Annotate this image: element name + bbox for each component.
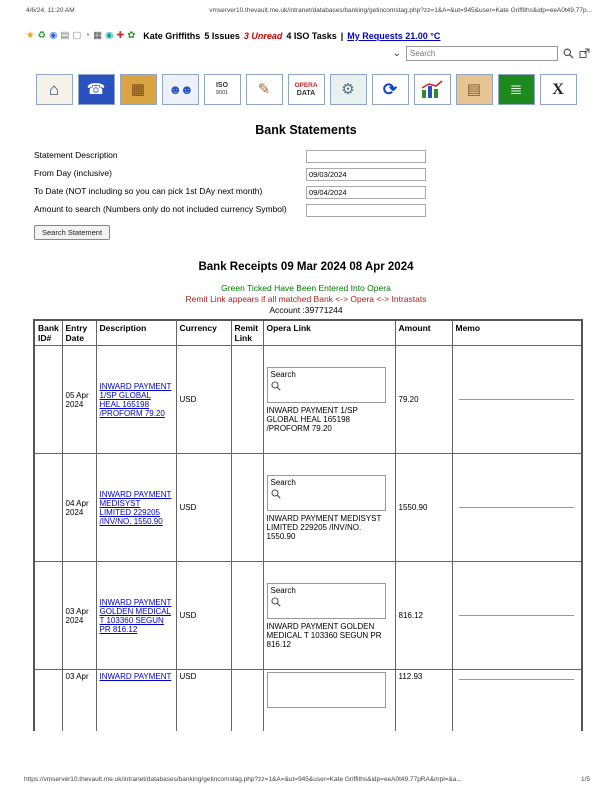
receipts-table-container (33, 319, 612, 731)
window-icon[interactable]: ▢ (72, 30, 82, 41)
currency-cell: USD (176, 562, 231, 670)
print-footer (24, 776, 590, 783)
amount-cell: 112.93 (395, 670, 452, 732)
opera-link-cell (263, 562, 395, 670)
chart-icon (420, 80, 444, 99)
currency-cell: USD (176, 670, 231, 732)
user-name: Kate Griffiths (143, 30, 201, 41)
opera-search-box[interactable] (267, 475, 386, 511)
memo-input[interactable] (459, 615, 574, 616)
table-header-row (34, 320, 582, 346)
my-requests-link[interactable]: My Requests 21.00 °C (347, 30, 441, 41)
memo-cell (452, 454, 582, 562)
clock-icon[interactable]: ◔ (84, 30, 91, 41)
memo-input[interactable] (459, 399, 574, 400)
print-header-url: vmserver10.thevault.me.uk/intranet/databases/banking/getincomstag.php?zz=1&A=&ut=945&user=Kate Griffiths&idp=eeA0t49.77p... (209, 7, 592, 14)
opera-data-label: DATA (296, 89, 316, 97)
sync-button[interactable] (372, 74, 409, 105)
opera-search-box[interactable] (267, 367, 386, 403)
from-day-input[interactable] (306, 168, 426, 181)
chevron-down-icon[interactable]: ⌄ (392, 47, 401, 59)
amount-search-input[interactable] (306, 204, 426, 217)
edit-document-button[interactable] (246, 74, 283, 105)
book-icon: ≣ (509, 80, 523, 98)
iso-9001-button[interactable] (204, 74, 241, 105)
memo-input[interactable] (459, 507, 574, 508)
opera-matched-text: INWARD PAYMENT MEDISYST LIMITED 229205 /INV/NO. 1550.90 (266, 513, 382, 541)
phone-button[interactable] (78, 74, 115, 105)
settings-button[interactable] (330, 74, 367, 105)
opera-matched-text: INWARD PAYMENT GOLDEN MEDICAL T 103360 SEGUN PR 816.12 (266, 621, 382, 649)
to-date-label: To Date (NOT including so you can pick 1st DAy next month) (34, 186, 263, 196)
col-bank-id: Bank ID# (34, 320, 62, 346)
search-statement-button[interactable]: Search Statement (34, 225, 110, 240)
print-header (26, 7, 592, 14)
statement-description-link[interactable]: INWARD PAYMENT GOLDEN MEDICAL T 103360 SEGUN PR 816.12 (99, 597, 172, 634)
description-cell (96, 670, 176, 732)
memo-cell (452, 346, 582, 454)
package-button[interactable] (456, 74, 493, 105)
table-row (34, 346, 582, 454)
entry-date-cell: 04 Apr 2024 (62, 454, 96, 562)
statusbar-icons (26, 30, 135, 41)
memo-cell (452, 562, 582, 670)
amount-cell: 1550.90 (395, 454, 452, 562)
col-remit-link: Remit Link (231, 320, 263, 346)
col-memo: Memo (452, 320, 582, 346)
col-entry-date: Entry Date (62, 320, 96, 346)
excel-export-button[interactable] (540, 74, 577, 105)
print-timestamp: 4/6/24, 11:20 AM (26, 7, 75, 14)
archive-chest-icon: ▦ (130, 80, 146, 98)
col-description: Description (96, 320, 176, 346)
currency-cell: USD (176, 346, 231, 454)
statement-description-label: Statement Description (34, 150, 118, 160)
statement-description-link[interactable]: INWARD PAYMENT MEDISYST LIMITED 229205 /INV/NO. 1550.90 (99, 489, 172, 526)
memo-cell (452, 670, 582, 732)
amount-search-label: Amount to search (Numbers only do not included currency Symbol) (34, 204, 287, 214)
star-icon[interactable]: ★ (26, 30, 35, 41)
opera-link-cell (263, 346, 395, 454)
currency-cell: USD (176, 454, 231, 562)
remit-link-cell (231, 670, 263, 732)
notes-icon[interactable]: ▤ (60, 30, 70, 41)
opera-link-cell (263, 454, 395, 562)
external-link-icon[interactable] (579, 48, 590, 59)
book-button[interactable] (498, 74, 535, 105)
entry-date-cell: 05 Apr 2024 (62, 346, 96, 454)
amount-cell: 79.20 (395, 346, 452, 454)
opera-data-icon: OPERA (294, 81, 318, 89)
package-icon: ▤ (466, 80, 482, 98)
statement-description-link[interactable]: INWARD PAYMENT 1/SP GLOBAL HEAL 165198 /PROFORM 79.20 (99, 381, 172, 418)
magnifier-icon[interactable] (271, 489, 281, 501)
table-row (34, 562, 582, 670)
issues-count[interactable]: 5 Issues (204, 30, 240, 41)
statement-description-link[interactable]: INWARD PAYMENT (99, 672, 172, 681)
users-icon: ☻☻ (168, 81, 192, 97)
intranet-statusbar (26, 30, 590, 61)
opera-search-box[interactable] (267, 583, 386, 619)
bank-id-cell (34, 562, 62, 670)
page-title: Bank Statements (255, 123, 357, 137)
note-green: Green Ticked Have Been Entered Into Opera (221, 283, 391, 293)
globe-icon[interactable]: ◉ (49, 30, 58, 41)
entry-date-cell: 03 Apr (62, 670, 96, 732)
description-cell (96, 562, 176, 670)
print-footer-url: https://vmserver10.thevault.me.uk/intranet/databases/banking/getincomstag.php?zz=1&A=&ut=945&user=Kate Griffiths&idp=eeA0t49.77pRA&mpl=&a... (24, 776, 462, 783)
remit-link-cell (231, 454, 263, 562)
opera-data-button[interactable] (288, 74, 325, 105)
bank-id-cell (34, 670, 62, 732)
opera-search-label: Search (270, 585, 296, 595)
separator: | (340, 30, 344, 41)
home-icon: ⌂ (48, 79, 60, 99)
opera-search-label: Search (270, 477, 296, 487)
opera-matched-text: INWARD PAYMENT 1/SP GLOBAL HEAL 165198 /PROFORM 79.20 (266, 405, 358, 433)
statement-description-input[interactable] (306, 150, 426, 163)
remit-link-cell (231, 562, 263, 670)
description-cell (96, 346, 176, 454)
amount-cell: 816.12 (395, 562, 452, 670)
grid-icon[interactable]: ▦ (93, 30, 103, 41)
magnifier-icon[interactable] (271, 381, 281, 393)
unread-count[interactable]: 3 Unread (243, 30, 283, 41)
iso-9001-label: 9001 (215, 90, 229, 96)
bank-id-cell (34, 346, 62, 454)
sync-icon: ⟳ (382, 79, 398, 99)
receipts-table (33, 319, 583, 731)
iso-tasks-count[interactable]: 4 ISO Tasks (286, 30, 337, 41)
plant-icon[interactable]: ✿ (127, 30, 136, 41)
account-number: Account :39771244 (269, 305, 343, 315)
table-row (34, 670, 582, 732)
iso-9001-icon: ISO (215, 82, 229, 89)
memo-input[interactable] (459, 679, 574, 680)
chart-button[interactable] (414, 74, 451, 105)
recycle-icon[interactable]: ♻ (37, 30, 47, 41)
table-row (34, 454, 582, 562)
remit-link-cell (231, 346, 263, 454)
magnifier-icon[interactable] (271, 597, 281, 609)
network-icon[interactable]: ◉ (105, 30, 114, 41)
home-button[interactable] (36, 74, 73, 105)
note-red: Remit Link appears if all matched Bank <-> Opera <-> Intrastats (185, 294, 427, 304)
plus-icon[interactable]: ✚ (116, 30, 125, 41)
archive-button[interactable] (120, 74, 157, 105)
entry-date-cell: 03 Apr 2024 (62, 562, 96, 670)
col-opera-link: Opera Link (263, 320, 395, 346)
opera-search-label: Search (270, 369, 296, 379)
bank-id-cell (34, 454, 62, 562)
search-input[interactable] (406, 46, 558, 61)
gears-icon: ⚙ (341, 80, 355, 98)
excel-icon: X (552, 80, 564, 98)
opera-link-cell (263, 670, 395, 732)
col-currency: Currency (176, 320, 231, 346)
statements-form (34, 150, 612, 217)
col-amount: Amount (395, 320, 452, 346)
description-cell (96, 454, 176, 562)
from-day-label: From Day (inclusive) (34, 168, 112, 178)
phone-icon: ☎ (86, 80, 106, 98)
search-icon[interactable] (563, 48, 574, 59)
to-date-input[interactable] (306, 186, 426, 199)
opera-search-box[interactable] (267, 672, 386, 708)
edit-document-icon: ✎ (257, 80, 271, 98)
receipts-title: Bank Receipts 09 Mar 2024 08 Apr 2024 (198, 261, 414, 273)
page-indicator: 1/5 (580, 776, 590, 783)
app-toolbar (0, 74, 612, 105)
users-button[interactable] (162, 74, 199, 105)
